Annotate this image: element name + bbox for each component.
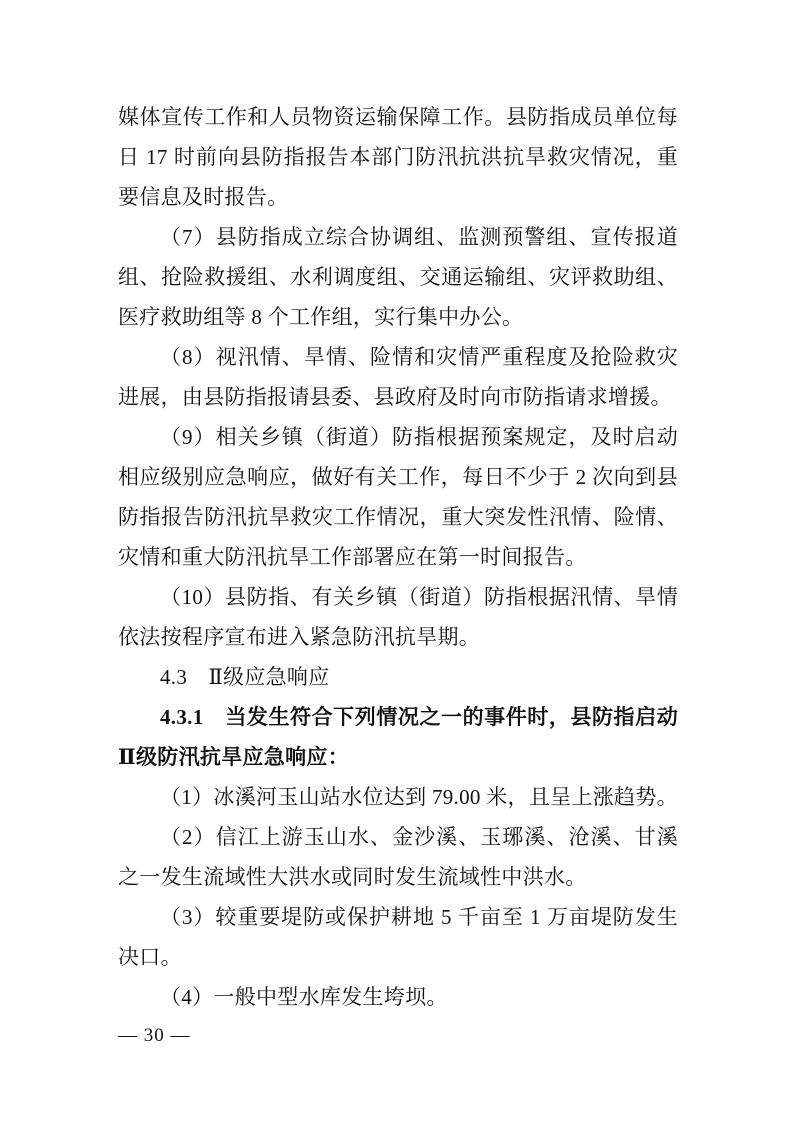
document-body (118, 97, 678, 1017)
section-heading-4-3-1: 4.3.1 当发生符合下列情况之一的事件时，县防指启动Ⅱ级防汛抗旱应急响应： (118, 705, 678, 769)
section-heading-4-3: 4.3 Ⅱ级应急响应 (160, 665, 330, 689)
page-number: — 30 — (118, 1025, 191, 1046)
clause-10-paragraph: （10）县防指、有关乡镇（街道）防指根据汛情、旱情依法按程序宣布进入紧急防汛抗旱期。 (118, 585, 678, 649)
clause-9-paragraph: （9）相关乡镇（街道）防指根据预案规定，及时启动相应级别应急响应，做好有关工作，每日不少于 2 次向到县防指报告防汛抗旱救灾工作情况，重大突发性汛情、险情、灾情和重大防汛抗旱工作部署应在第一时间报告。 (118, 425, 678, 569)
condition-3-paragraph: （3）较重要堤防或保护耕地 5 千亩至 1 万亩堤防发生决口。 (118, 905, 678, 969)
condition-4-paragraph: （4）一般中型水库发生垮坝。 (160, 985, 448, 1009)
paragraph-media-publicity-continuation: 媒体宣传工作和人员物资运输保障工作。县防指成员单位每日 17 时前向县防指报告本部门防汛抗洪抗旱救灾情况，重要信息及时报告。 (118, 105, 678, 209)
clause-7-paragraph: （7）县防指成立综合协调组、监测预警组、宣传报道组、抢险救援组、水利调度组、交通运输组、灾评救助组、医疗救助组等 8 个工作组，实行集中办公。 (118, 225, 678, 329)
condition-1-paragraph: （1）冰溪河玉山站水位达到 79.00 米，且呈上涨趋势。 (160, 785, 678, 809)
condition-2-paragraph: （2）信江上游玉山水、金沙溪、玉琊溪、沧溪、甘溪之一发生流域性大洪水或同时发生流域性中洪水。 (118, 825, 678, 889)
clause-8-paragraph: （8）视汛情、旱情、险情和灾情严重程度及抢险救灾进展，由县防指报请县委、县政府及时向市防指请求增援。 (118, 345, 678, 409)
